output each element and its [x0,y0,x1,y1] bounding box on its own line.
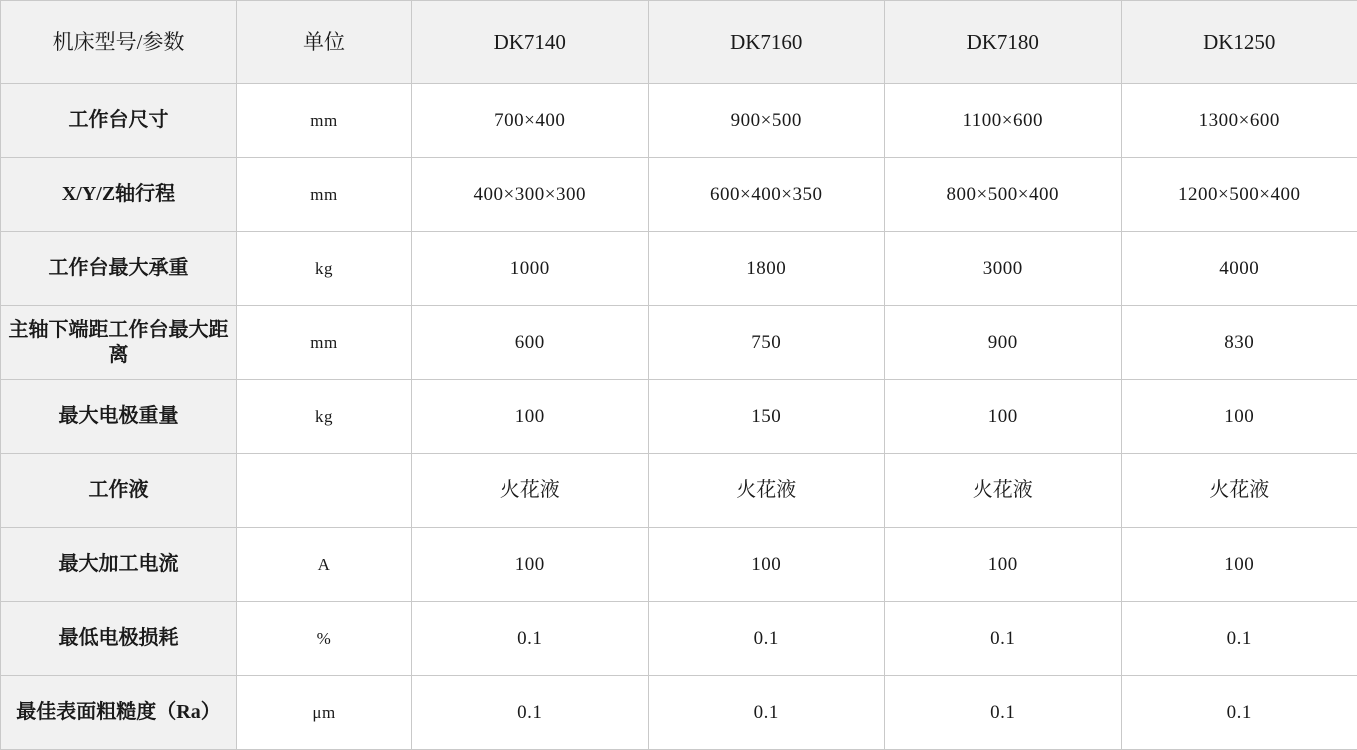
cell-value: 600×400×350 [648,158,885,232]
cell-value: 0.1 [648,676,885,750]
row-unit: mm [237,306,412,380]
row-parameter-label: 工作液 [1,454,237,528]
table-row [1,84,1357,158]
row-unit: A [237,528,412,602]
row-parameter-label: 最佳表面粗糙度（Ra） [1,676,237,750]
cell-value: 0.1 [412,676,649,750]
row-unit: kg [237,380,412,454]
cell-value: 100 [648,528,885,602]
cell-value: 700×400 [412,84,649,158]
cell-value: 4000 [1121,232,1357,306]
cell-value: 火花液 [1121,454,1357,528]
table-body [1,84,1357,750]
row-unit: mm [237,84,412,158]
cell-value: 火花液 [648,454,885,528]
cell-value: 150 [648,380,885,454]
column-header-unit: 单位 [237,1,412,84]
cell-value: 0.1 [1121,676,1357,750]
cell-value: 900×500 [648,84,885,158]
table-row [1,158,1357,232]
column-header-parameter: 机床型号/参数 [1,1,237,84]
row-parameter-label: 工作台尺寸 [1,84,237,158]
cell-value: 1800 [648,232,885,306]
row-parameter-label: 最大电极重量 [1,380,237,454]
cell-value: 400×300×300 [412,158,649,232]
cell-value: 1300×600 [1121,84,1357,158]
row-unit: μm [237,676,412,750]
column-header-model-dk7140: DK7140 [412,1,649,84]
table-row [1,676,1357,750]
cell-value: 火花液 [412,454,649,528]
column-header-model-dk1250: DK1250 [1121,1,1357,84]
cell-value: 600 [412,306,649,380]
cell-value: 100 [885,380,1122,454]
cell-value: 100 [412,380,649,454]
cell-value: 100 [1121,528,1357,602]
cell-value: 830 [1121,306,1357,380]
row-unit: kg [237,232,412,306]
cell-value: 0.1 [412,602,649,676]
header-row [1,1,1357,84]
cell-value: 750 [648,306,885,380]
row-unit [237,454,412,528]
cell-value: 0.1 [1121,602,1357,676]
table-header [1,1,1357,84]
column-header-model-dk7160: DK7160 [648,1,885,84]
table-row [1,232,1357,306]
row-parameter-label: 主轴下端距工作台最大距离 [1,306,237,380]
row-unit: mm [237,158,412,232]
cell-value: 3000 [885,232,1122,306]
cell-value: 800×500×400 [885,158,1122,232]
table-row [1,602,1357,676]
cell-value: 0.1 [885,602,1122,676]
table-row [1,380,1357,454]
cell-value: 1200×500×400 [1121,158,1357,232]
row-parameter-label: 最低电极损耗 [1,602,237,676]
cell-value: 100 [885,528,1122,602]
cell-value: 1100×600 [885,84,1122,158]
column-header-model-dk7180: DK7180 [885,1,1122,84]
row-unit: % [237,602,412,676]
cell-value: 1000 [412,232,649,306]
cell-value: 0.1 [648,602,885,676]
table-row [1,528,1357,602]
cell-value: 0.1 [885,676,1122,750]
row-parameter-label: 最大加工电流 [1,528,237,602]
table-row [1,306,1357,380]
row-parameter-label: X/Y/Z轴行程 [1,158,237,232]
table-row [1,454,1357,528]
cell-value: 火花液 [885,454,1122,528]
cell-value: 100 [412,528,649,602]
row-parameter-label: 工作台最大承重 [1,232,237,306]
cell-value: 100 [1121,380,1357,454]
cell-value: 900 [885,306,1122,380]
